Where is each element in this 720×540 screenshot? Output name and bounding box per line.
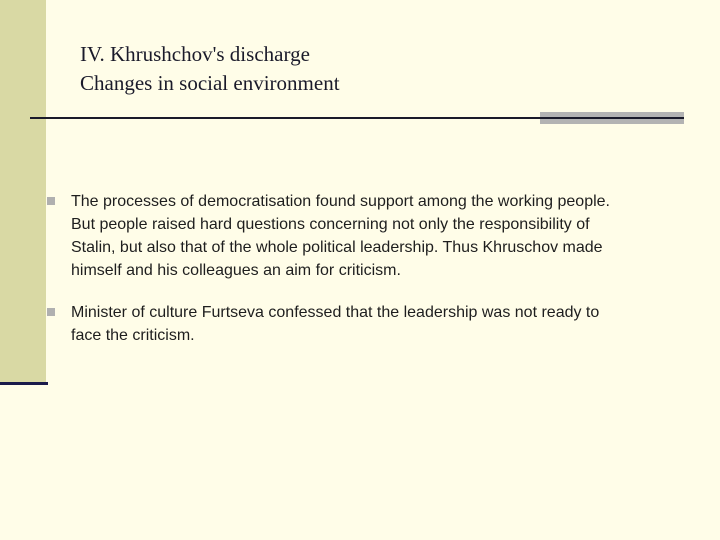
title-divider-accent-line	[540, 117, 684, 119]
bullet-item	[47, 190, 687, 282]
decorative-left-bar	[0, 0, 46, 382]
slide-title	[80, 40, 340, 98]
slide-title-line-2: Changes in social environment	[80, 71, 340, 95]
bullet-list	[47, 190, 687, 366]
bullet-line: himself and his colleagues an aim for criticism.	[71, 262, 401, 279]
decorative-left-bar-underline	[0, 382, 48, 385]
bullet-square-icon	[47, 308, 55, 316]
bullet-line: The processes of democratisation found support among the working people.	[71, 193, 610, 210]
bullet-line: face the criticism.	[71, 327, 195, 344]
bullet-item	[47, 301, 687, 347]
bullet-square-icon	[47, 197, 55, 205]
title-divider	[30, 117, 540, 119]
bullet-line: Stalin, but also that of the whole political leadership. Thus Khruschov made	[71, 239, 603, 256]
slide-title-line-1: IV. Khrushchov's discharge	[80, 42, 310, 66]
bullet-line: But people raised hard questions concerning not only the responsibility of	[71, 216, 590, 233]
bullet-line: Minister of culture Furtseva confessed that the leadership was not ready to	[71, 304, 600, 321]
